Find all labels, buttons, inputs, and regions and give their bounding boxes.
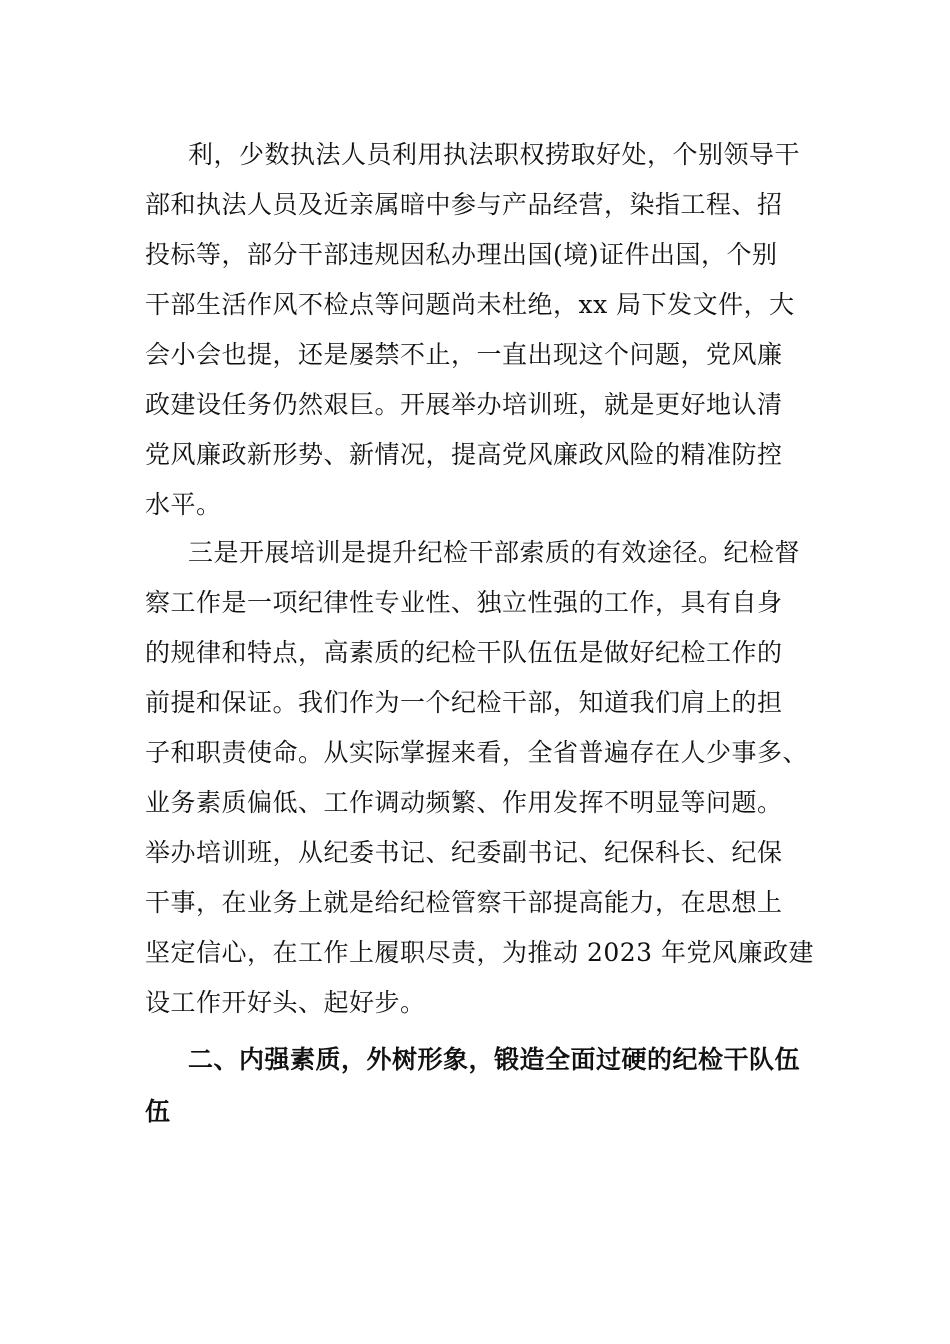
paragraph-line: 干事，在业务上就是给纪检管察干部提高能力，在思想上 — [145, 888, 783, 917]
paragraph-line: 政建设任务仍然艰巨。开展举办培训班，就是更好地认清 — [145, 390, 783, 419]
paragraph-line: 子和职责使命。从实际掌握来看，全省普遍存在人少事多、 — [145, 738, 809, 767]
paragraph-line: 水平。 — [145, 490, 222, 519]
paragraph-line: 察工作是一项纪律性专业性、独立性强的工作，具有自身 — [145, 588, 783, 617]
heading-line: 二、内强素质，外树形象，锻造全面过硬的纪检干队伍 — [188, 1045, 801, 1074]
paragraph-line: 部和执法人员及近亲属暗中参与产品经营，染指工程、招 — [145, 190, 783, 219]
section-heading — [145, 1034, 805, 1138]
paragraph-1 — [145, 130, 805, 530]
paragraph-line: 利，少数执法人员利用执法职权捞取好处，个别领导干 — [188, 140, 801, 169]
paragraph-line: 前提和保证。我们作为一个纪检干部，知道我们肩上的担 — [145, 688, 783, 717]
paragraph-2 — [145, 528, 815, 1028]
paragraph-line: 设工作开好头、起好步。 — [145, 988, 426, 1017]
paragraph-line: 坚定信心，在工作上履职尽责，为推动 2023 年党风廉政建 — [145, 938, 815, 967]
paragraph-line: 业务素质偏低、工作调动频繁、作用发挥不明显等问题。 — [145, 788, 783, 817]
paragraph-line: 举办培训班，从纪委书记、纪委副书记、纪保科长、纪保 — [145, 838, 783, 867]
paragraph-line: 干部生活作风不检点等问题尚未杜绝，xx 局下发文件，大 — [145, 290, 795, 319]
paragraph-line: 的规律和特点，高素质的纪检干队伍伍是做好纪检工作的 — [145, 638, 783, 667]
paragraph-line: 党风廉政新形势、新情况，提高党风廉政风险的精准防控 — [145, 440, 783, 469]
paragraph-line: 投标等，部分干部违规因私办理出国(境)证件出国，个别 — [145, 240, 778, 269]
paragraph-line: 会小会也提，还是屡禁不止，一直出现这个问题，党风廉 — [145, 340, 783, 369]
heading-line: 伍 — [145, 1097, 171, 1126]
paragraph-line: 三是开展培训是提升纪检干部索质的有效途径。纪检督 — [188, 538, 801, 567]
